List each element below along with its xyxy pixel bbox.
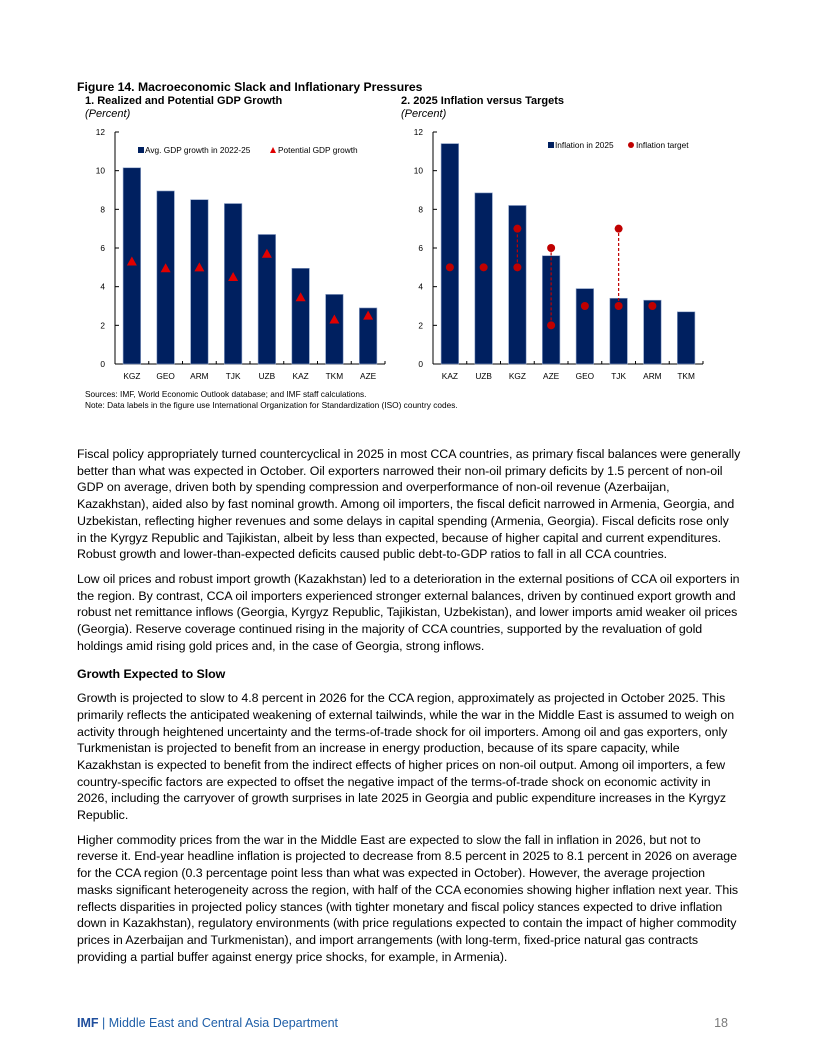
chart-gdp-growth xyxy=(80,120,390,385)
figure-sources-note xyxy=(85,389,458,411)
chart-gdp-growth-svg xyxy=(80,120,390,385)
legend-marker-label: Potential GDP growth xyxy=(278,145,358,155)
section-heading: Growth Expected to Slow xyxy=(77,667,226,682)
inflation-target-dot-icon xyxy=(547,321,555,329)
bar-uzb xyxy=(475,193,493,364)
page-number: 18 xyxy=(714,1016,728,1030)
legend-triangle-icon xyxy=(270,147,276,153)
panel2-unit: (Percent) xyxy=(401,108,447,120)
x-tick-label: GEO xyxy=(156,371,175,381)
x-tick-label: AZE xyxy=(360,371,377,381)
bar-kgz xyxy=(123,168,141,364)
y-tick-label: 12 xyxy=(95,127,105,137)
paragraph-inflation-projection: Higher commodity prices from the war in the Middle East are expected to slow the fall in inflation in 2026, but not to reverse it. End-year headline inflation is projected to decrease from 8.5 percent in 2025 to 8.1 percent in 2026 on average for the CCA region (0.3 percentage point less than what was expected in October). However, the average projection masks significant heterogeneity across the region, with half of the CCA economies showing higher inflation next year. This reflects disparities in projected policy stances (with tighter monetary and fiscal policy stances expected to drive inflation down in Kazakhstan), regulatory environments (with price regulations expected to contain the impact of higher commodity prices in Azerbaijan and Turkmenistan), and import arrangements (with long-term, fixed-price natural gas contracts providing a partial buffer against energy price shocks, for example, in Armenia). xyxy=(77,832,739,964)
panel1-unit: (Percent) xyxy=(85,108,131,120)
panel1-title: 1. Realized and Potential GDP Growth xyxy=(85,95,283,107)
chart-inflation-targets xyxy=(398,120,708,385)
y-tick-label: 2 xyxy=(100,320,105,331)
bar-tkm xyxy=(326,294,344,364)
inflation-target-dot-icon xyxy=(648,302,656,310)
x-tick-label: UZB xyxy=(258,371,276,381)
legend-bar-swatch-icon xyxy=(548,142,554,148)
y-tick-label: 10 xyxy=(95,165,105,176)
footer-separator: | xyxy=(102,1016,106,1030)
inflation-target-dot-icon xyxy=(615,225,623,233)
y-tick-label: 12 xyxy=(413,127,423,137)
x-tick-label: TJK xyxy=(225,371,241,381)
x-tick-label: ARM xyxy=(190,371,209,381)
sources-text: Sources: IMF, World Economic Outlook database; and IMF staff calculations. xyxy=(85,389,367,399)
y-tick-label: 0 xyxy=(100,359,105,369)
paragraph-fiscal-policy: Fiscal policy appropriately turned countercyclical in 2025 in most CCA countries, as primary fiscal balances were generally better than what was expected in October. Oil exporters narrowed their non-oil primary deficits by 1.5 percent of non-oil GDP on average, driven both by spending compression and overperformance of non-oil revenue (Azerbaijan, Kazakhstan), aided also by fast nominal growth. Among oil importers, the fiscal deficit narrowed in Armenia, Georgia, and Uzbekistan, reflecting higher revenues and some delays in capital spending (Armenia, Georgia). Fiscal deficits rose only in the Kyrgyz Republic and Tajikistan, albeit by less than expected, because of higher capital and current expenditures. Robust growth and lower-than-expected deficits caused public debt-to-GDP ratios to fall in all CCA countries. xyxy=(77,447,741,562)
bar-tkm xyxy=(677,312,695,364)
x-tick-label: GEO xyxy=(575,371,595,381)
bar-arm xyxy=(191,200,209,364)
x-tick-label: KGZ xyxy=(508,371,526,381)
y-tick-label: 6 xyxy=(100,243,105,253)
bar-geo xyxy=(157,191,175,364)
chart-inflation-targets-svg xyxy=(398,120,708,385)
y-tick-label: 8 xyxy=(100,204,105,215)
x-tick-label: ARM xyxy=(643,371,662,381)
inflation-target-dot-icon xyxy=(480,263,488,271)
x-tick-label: KAZ xyxy=(292,371,309,381)
legend-marker-label: Inflation target xyxy=(636,140,689,150)
panel2-title: 2. 2025 Inflation versus Targets xyxy=(401,95,565,107)
x-tick-label: TKM xyxy=(325,371,344,381)
chart-legend xyxy=(138,145,358,155)
page-footer xyxy=(77,1016,741,1030)
x-tick-label: KAZ xyxy=(441,371,458,381)
figure-title: Figure 14. Macroeconomic Slack and Inflationary Pressures xyxy=(77,80,423,94)
legend-bar-label: Avg. GDP growth in 2022-25 xyxy=(145,145,251,155)
inflation-target-dot-icon xyxy=(446,263,454,271)
bar-tjk xyxy=(224,204,242,364)
paragraph-external-positions: Low oil prices and robust import growth (Kazakhstan) led to a deterioration in the external positions of CCA oil exporters in the region. By contrast, CCA oil importers experienced stronger external balances, driven by continued export growth and robust net remittance inflows (Georgia, Kyrgyz Republic, Tajikistan, Uzbekistan), and lower imports amid weaker oil prices (Georgia). Reserve coverage continued rising in the majority of CCA countries, supported by the revaluation of gold holdings amid rising gold prices and, in the case of Georgia, strong inflows. xyxy=(77,571,740,653)
bar-kaz xyxy=(441,144,459,364)
bar-kaz xyxy=(292,268,310,364)
footer-department: Middle East and Central Asia Department xyxy=(108,1016,339,1030)
footer-org: IMF xyxy=(77,1016,99,1030)
legend-bar-label: Inflation in 2025 xyxy=(555,140,614,150)
paragraph-growth-projection: Growth is projected to slow to 4.8 percent in 2026 for the CCA region, approximately as projected in October 2025. This primarily reflects the anticipated weakening of external tailwinds, while the war in the Middle East is assumed to weigh on activity through heightened uncertainty and the terms-of-trade shock for oil importers. Among oil and gas exporters, only Turkmenistan is projected to benefit from an increase in energy production, because of its spare capacity, while Kazakhstan is expected to benefit from the indirect effects of higher prices on non-oil output. Among oil importers, a few country-specific factors are expected to offset the negative impact of the terms-of-trade shock on economic activity in 2026, including the carryover of growth surprises in late 2025 in Georgia and public expenditure increases in the Kyrgyz Republic. xyxy=(77,691,735,823)
inflation-target-dot-icon xyxy=(513,263,521,271)
y-tick-label: 10 xyxy=(413,165,423,176)
y-tick-label: 4 xyxy=(418,281,423,292)
inflation-target-dot-icon xyxy=(513,225,521,233)
bar-geo xyxy=(576,289,594,364)
legend-bar-swatch-icon xyxy=(138,147,144,153)
inflation-target-dot-icon xyxy=(581,302,589,310)
x-tick-label: AZE xyxy=(543,371,560,381)
chart-legend xyxy=(548,140,689,150)
y-tick-label: 6 xyxy=(418,243,423,253)
legend-dot-icon xyxy=(628,142,634,148)
y-tick-label: 4 xyxy=(100,281,105,292)
x-tick-label: TKM xyxy=(677,371,695,381)
body-text xyxy=(77,446,741,973)
y-tick-label: 2 xyxy=(418,320,423,331)
x-tick-label: TJK xyxy=(611,371,627,381)
x-tick-label: UZB xyxy=(475,371,492,381)
inflation-target-dot-icon xyxy=(547,244,555,252)
note-text: Note: Data labels in the figure use International Organization for Standardization (ISO) country codes. xyxy=(85,400,458,410)
x-tick-label: KGZ xyxy=(123,371,141,381)
y-tick-label: 0 xyxy=(418,359,423,369)
inflation-target-dot-icon xyxy=(615,302,623,310)
y-tick-label: 8 xyxy=(418,204,423,215)
